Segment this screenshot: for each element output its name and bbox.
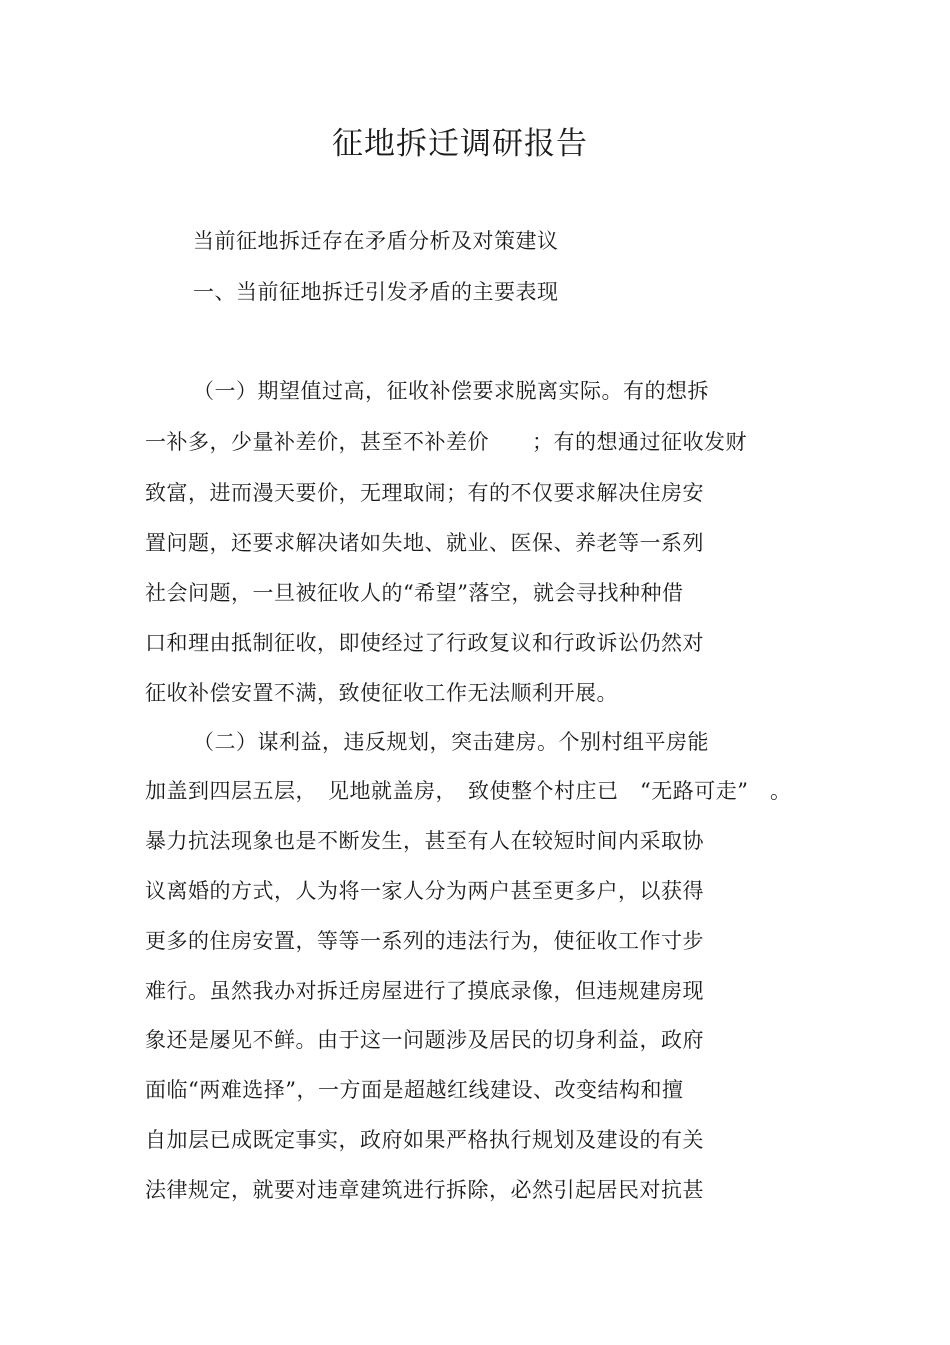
section-heading: 一、当前征地拆迁引发矛盾的主要表现: [193, 280, 559, 304]
document-title: 征地拆迁调研报告: [332, 126, 588, 162]
body-line: 暴力抗法现象也是不断发生，甚至有人在较短时间内采取协: [145, 829, 704, 853]
body-line: 一补多，少量补差价，甚至不补差价 ；有的想通过征收发财: [145, 430, 747, 454]
body-line: 置问题，还要求解决诸如失地、就业、医保、养老等一系列: [145, 531, 704, 555]
body-line: （二）谋利益，违反规划，突击建房。个别村组平房能: [193, 730, 709, 754]
body-line: 难行。虽然我办对拆迁房屋进行了摸底录像，但违规建房现: [145, 979, 704, 1003]
body-line: 法律规定，就要对违章建筑进行拆除，必然引起居民对抗甚: [145, 1178, 704, 1202]
body-line: 议离婚的方式，人为将一家人分为两户甚至更多户，以获得: [145, 879, 704, 903]
body-line: 口和理由抵制征收，即使经过了行政复议和行政诉讼仍然对: [145, 631, 704, 655]
document-subtitle: 当前征地拆迁存在矛盾分析及对策建议: [193, 229, 559, 253]
body-line: 更多的住房安置，等等一系列的违法行为，使征收工作寸步: [145, 929, 704, 953]
body-line: 面临“两难选择”，一方面是超越红线建设、改变结构和擅: [145, 1078, 684, 1102]
body-line: 象还是屡见不鲜。由于这一问题涉及居民的切身利益，政府: [145, 1028, 704, 1052]
body-line: （一）期望值过高，征收补偿要求脱离实际。有的想拆: [193, 379, 709, 403]
body-line: 自加层已成既定事实，政府如果严格执行规划及建设的有关: [145, 1128, 704, 1152]
body-line: 征收补偿安置不满，致使征收工作无法顺利开展。: [145, 681, 618, 705]
body-line: 社会问题，一旦被征收人的“希望”落空，就会寻找种种借: [145, 581, 684, 605]
body-line: 加盖到四层五层， 见地就盖房， 致使整个村庄已 “无路可走” 。: [145, 779, 792, 803]
body-line: 致富，进而漫天要价，无理取闹；有的不仅要求解决住房安: [145, 481, 704, 505]
